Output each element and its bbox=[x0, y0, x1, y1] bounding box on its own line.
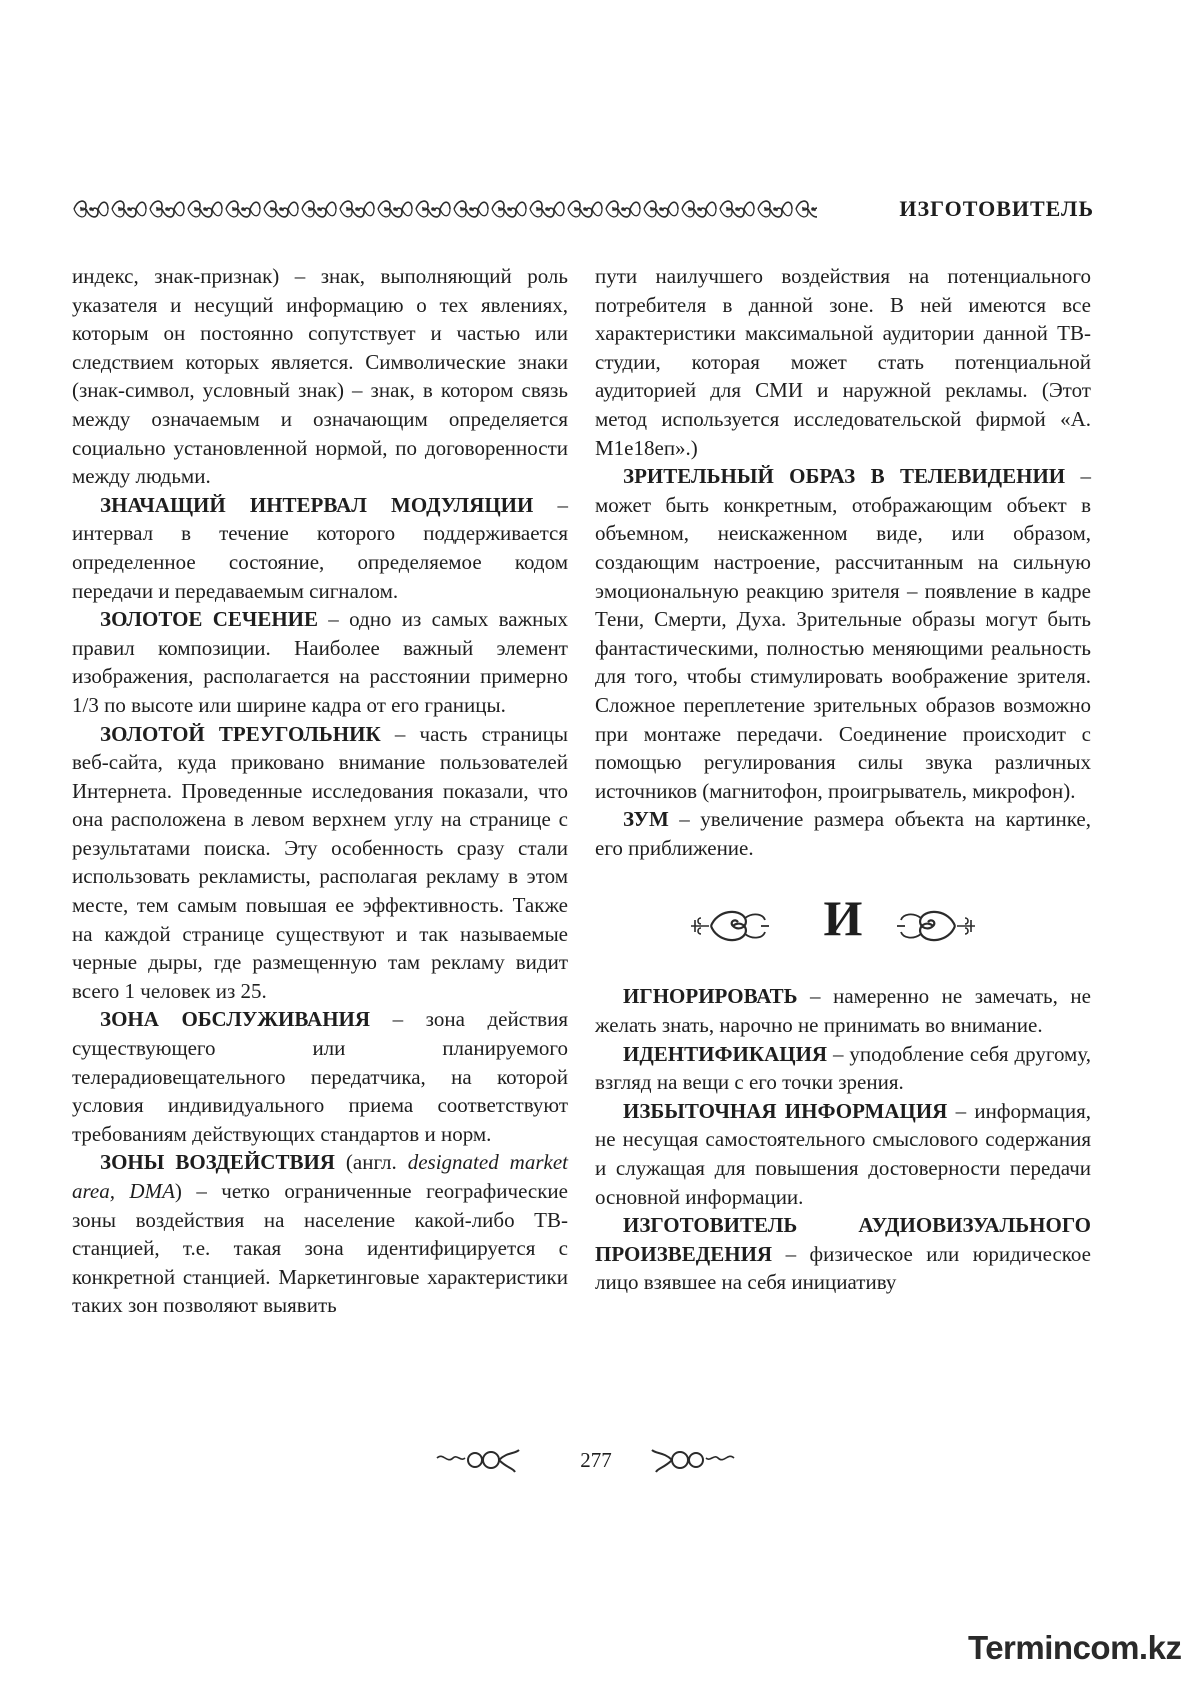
entry-text: – физическое или юридическое лицо взявшее на себя инициативу bbox=[595, 1241, 1091, 1295]
dictionary-entry bbox=[72, 1005, 568, 1148]
scroll-ornament-right-icon bbox=[895, 904, 979, 948]
ornament-band-icon bbox=[72, 196, 817, 222]
entry-term: ЗОНА ОБСЛУЖИВАНИЯ bbox=[100, 1007, 371, 1032]
entry-term: ИГНОРИРОВАТЬ bbox=[623, 984, 798, 1009]
entry-text: – уподобление себя другому, взгляд на вещи с его точки зрения. bbox=[595, 1041, 1091, 1095]
entry-term: ЗНАЧАЩИЙ ИНТЕРВАЛ МОДУЛЯЦИИ bbox=[100, 492, 534, 517]
dictionary-entry bbox=[595, 1211, 1091, 1297]
entry-text: – часть страницы веб-сайта, куда приковано внимание пользователей Интернета. Проведенные исследования показали, что она расположена в левом верхнем углу на странице с результатами поиска. Эту особенность сразу стали использовать рекламисты, располагая рекламу в этом месте, тем самым повышая ее эффективность. Также на каждой странице существуют и так называемые черные дыры, где размещенную там рекламу видит всего 1 человек из 25. bbox=[72, 721, 569, 1003]
entry-text: – зона действия существующего или планируемого телерадиовещательного передатчика, на которой условия индивидуального приема соответствуют требованиям действующих стандартов и норм. bbox=[72, 1007, 568, 1146]
dictionary-entry bbox=[72, 1148, 568, 1320]
dictionary-entry bbox=[595, 462, 1091, 805]
entry-text: – интервал в течение которого поддерживается определенное состояние, определяемое кодом передачи и передаваемым сигналом. bbox=[72, 492, 568, 603]
entry-term: ЗРИТЕЛЬНЫЙ ОБРАЗ В ТЕЛЕВИДЕНИИ bbox=[623, 464, 1066, 489]
entry-continuation bbox=[595, 262, 1091, 462]
section-letter: И bbox=[823, 890, 863, 947]
entry-text: – намеренно не замечать, не желать знать, нарочно не принимать во внимание. bbox=[595, 984, 1091, 1038]
entry-term: ИЗБЫТОЧНАЯ ИНФОРМАЦИЯ bbox=[623, 1098, 948, 1123]
site-watermark: Termincom.kz bbox=[968, 1629, 1182, 1666]
footer-ornament-left-icon bbox=[435, 1446, 521, 1474]
entry-text: – одно из самых важных правил композиции. Наиболее важный элемент изображения, располагается на расстоянии примерно 1/3 по высоте или ширине кадра от его границы. bbox=[72, 607, 568, 717]
page-number: 277 bbox=[580, 1448, 612, 1472]
entry-text: – информация, не несущая самостоятельного смыслового содержания и служащая для повышения достоверности передачи основной информации. bbox=[595, 1098, 1091, 1209]
entry-term: ИДЕНТИФИКАЦИЯ bbox=[623, 1041, 828, 1066]
entry-text: пути наилучшего воздействия на потенциального потребителя в данной зоне. В ней имеются все характеристики максимальной аудитории данной ТВ-студии, которая может стать потенциальной аудиторией для СМИ и наружной рекламы. (Этот метод используется исследовательской фирмой «А. М1е18еп».) bbox=[595, 264, 1091, 460]
page-header bbox=[72, 192, 1094, 226]
running-head: ИЗГОТОВИТЕЛЬ bbox=[899, 196, 1094, 221]
dictionary-entry bbox=[72, 491, 568, 605]
entry-text: индекс, знак-признак) – знак, выполняющий роль указателя и несущий информацию о тех явлениях, которым он постоянно сопутствует и частью или следствием которых является. Символические знаки (знак-символ, условный знак) – знак, в котором связь между означаемым и означающим определяется социально установленной нормой, по договоренности между людьми. bbox=[72, 264, 568, 489]
dictionary-entry bbox=[595, 805, 1091, 862]
section-letter-block bbox=[595, 868, 1091, 980]
entry-term: ЗОЛОТОЕ СЕЧЕНИЕ bbox=[100, 607, 318, 632]
right-column bbox=[595, 262, 1091, 1297]
dictionary-entry bbox=[72, 720, 568, 1006]
dictionary-entry bbox=[72, 605, 568, 719]
entry-text: – увеличение размера объекта на картинке, его приближение. bbox=[595, 807, 1091, 860]
entry-term: ЗУМ bbox=[623, 807, 669, 832]
entry-text: – может быть конкретным, отображающим объект в объемном, неискаженном виде, или образом, создающим настроение, рассчитанным на сильную эмоциональную реакцию зрителя – появление в кадре Тени, Смерти, Духа. Зрительные образы могут быть фантастическими, полностью меняющими реальность для того, чтобы стимулировать воображение зрителя. Сложное переплетение зрительных образов возможно при монтаже передачи. Соединение происходит с помощью регулирования силы звука различных источников (магнитофон, проигрыватель, микрофон). bbox=[595, 464, 1092, 803]
page-footer bbox=[0, 1440, 1191, 1480]
footer-ornament-right-icon bbox=[650, 1446, 736, 1474]
dictionary-entry bbox=[595, 1040, 1091, 1097]
dictionary-entry bbox=[595, 1097, 1091, 1211]
entry-term: ЗОЛОТОЙ ТРЕУГОЛЬНИК bbox=[100, 721, 381, 746]
dictionary-entry bbox=[595, 982, 1091, 1039]
entry-term: ИЗГОТОВИТЕЛЬ АУДИОВИЗУАЛЬНОГО ПРОИЗВЕДЕНИЯ bbox=[595, 1213, 1091, 1266]
entry-continuation bbox=[72, 262, 568, 491]
entry-italic: designated market area, DMA bbox=[72, 1150, 568, 1203]
entry-term: ЗОНЫ ВОЗДЕЙСТВИЯ bbox=[100, 1150, 335, 1175]
left-column bbox=[72, 262, 568, 1320]
entry-text: ) – четко ограниченные географические зоны воздействия на население какой-либо ТВ-станцией, т.е. такая зона идентифицируется с конкретной станцией. Маркетинговые характеристики таких зон позволяют выявить bbox=[72, 1179, 568, 1318]
entry-prefix: (англ. bbox=[334, 1150, 408, 1175]
scroll-ornament-left-icon bbox=[687, 904, 771, 948]
